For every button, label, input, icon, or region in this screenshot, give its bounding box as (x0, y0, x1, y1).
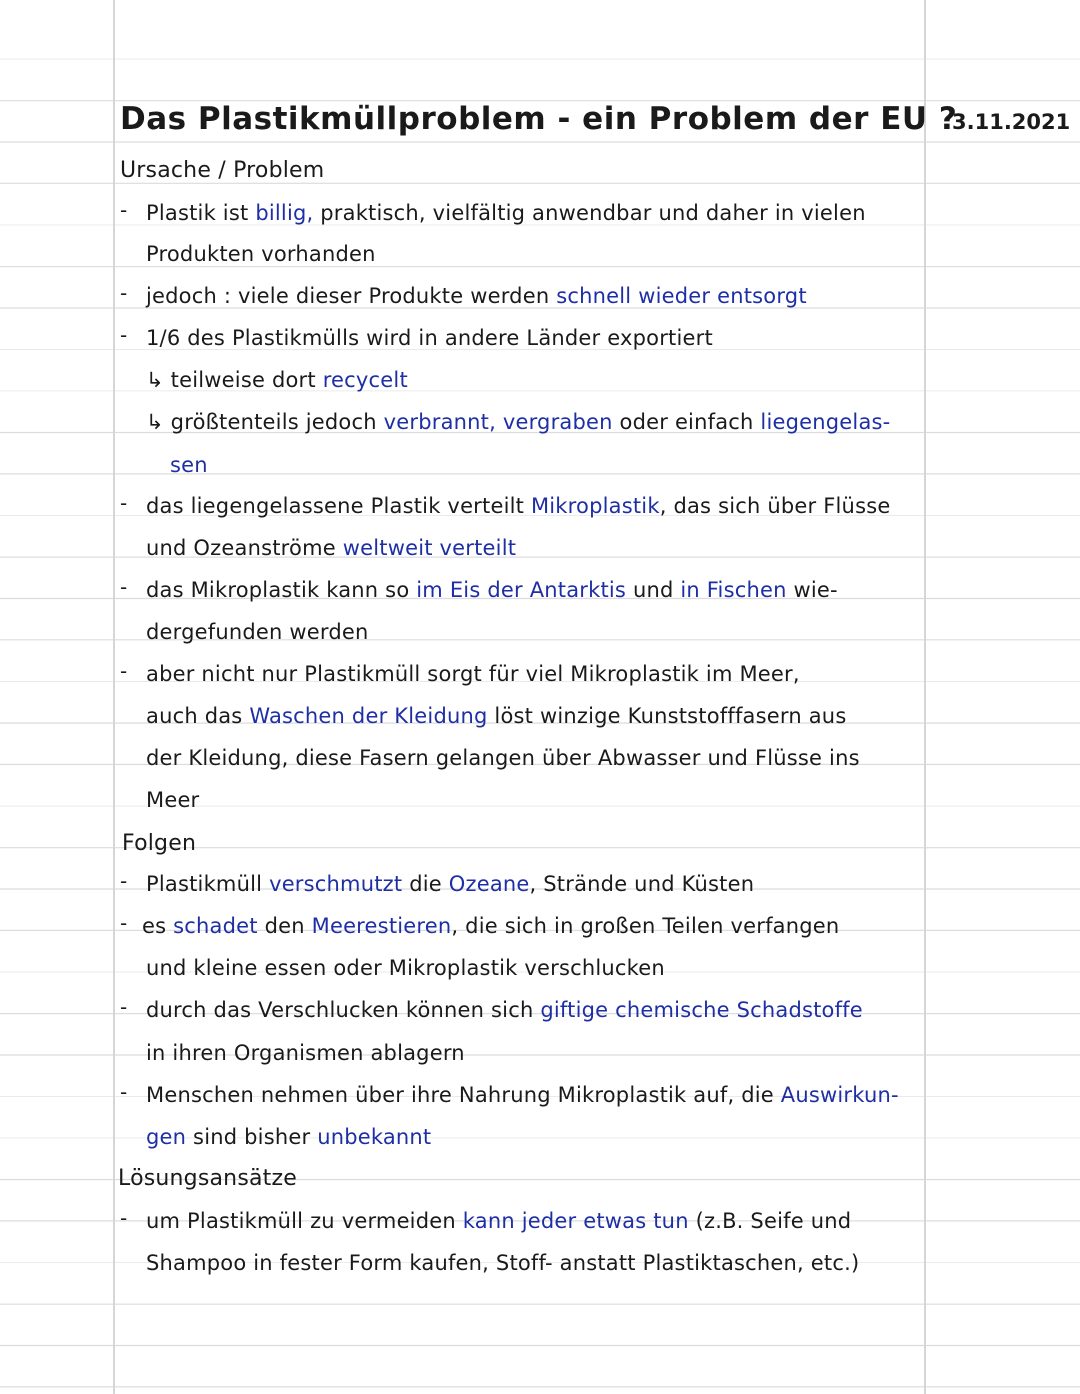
note-line: in ihren Organismen ablagern (146, 1041, 465, 1065)
bullet-dash: - (120, 995, 128, 1019)
bullet-dash: - (120, 575, 128, 599)
bullet-dash: - (120, 659, 128, 683)
bullet-dash: - (120, 281, 128, 305)
bullet-dash: - (120, 869, 128, 893)
note-line: das liegengelassene Plastik verteilt Mikroplastik, das sich über Flüsse (146, 494, 891, 518)
date-label: 3.11.2021 (952, 110, 1071, 134)
note-line: und kleine essen oder Mikroplastik verschlucken (146, 956, 665, 980)
note-line: Menschen nehmen über ihre Nahrung Mikroplastik auf, die Auswirkun- (146, 1083, 899, 1107)
note-subline: sen (170, 453, 208, 477)
note-line: Produkten vorhanden (146, 242, 376, 266)
note-line: auch das Waschen der Kleidung löst winzige Kunststofffasern aus (146, 704, 847, 728)
page-title: Das Plastikmüllproblem - ein Problem der EU ? (120, 101, 958, 137)
note-line: jedoch : viele dieser Produkte werden schnell wieder entsorgt (146, 284, 807, 308)
note-line: der Kleidung, diese Fasern gelangen über Abwasser und Flüsse ins (146, 746, 860, 770)
note-subline: ↳ größtenteils jedoch verbrannt, vergraben oder einfach liegengelas- (146, 410, 891, 434)
note-line: 1/6 des Plastikmülls wird in andere Länder exportiert (146, 326, 713, 350)
bullet-dash: - (120, 323, 128, 347)
bullet-dash: - (120, 198, 128, 222)
note-subline: ↳ teilweise dort recycelt (146, 368, 408, 392)
note-line: Shampoo in fester Form kaufen, Stoff- anstatt Plastiktaschen, etc.) (146, 1251, 860, 1275)
note-line: um Plastikmüll zu vermeiden kann jeder etwas tun (z.B. Seife und (146, 1209, 852, 1233)
note-line: es schadet den Meerestieren, die sich in großen Teilen verfangen (142, 914, 840, 938)
note-line: Plastik ist billig, praktisch, vielfältig anwendbar und daher in vielen (146, 201, 866, 225)
note-line: das Mikroplastik kann so im Eis der Antarktis und in Fischen wie- (146, 578, 838, 602)
bullet-dash: - (120, 911, 128, 935)
section-heading-consequences: Folgen (122, 831, 197, 856)
note-line: und Ozeanströme weltweit verteilt (146, 536, 517, 560)
note-line: Plastikmüll verschmutzt die Ozeane, Strände und Küsten (146, 872, 755, 896)
left-margin-line (113, 0, 115, 1394)
section-heading-cause: Ursache / Problem (120, 158, 325, 183)
right-margin-line (924, 0, 926, 1394)
note-line: aber nicht nur Plastikmüll sorgt für viel Mikroplastik im Meer, (146, 662, 800, 686)
note-line: durch das Verschlucken können sich giftige chemische Schadstoffe (146, 998, 863, 1022)
bullet-dash: - (120, 491, 128, 515)
bullet-dash: - (120, 1080, 128, 1104)
note-line: dergefunden werden (146, 620, 369, 644)
note-line: Meer (146, 788, 200, 812)
note-line: gen sind bisher unbekannt (146, 1125, 432, 1149)
section-heading-solutions: Lösungsansätze (118, 1166, 297, 1191)
bullet-dash: - (120, 1206, 128, 1230)
